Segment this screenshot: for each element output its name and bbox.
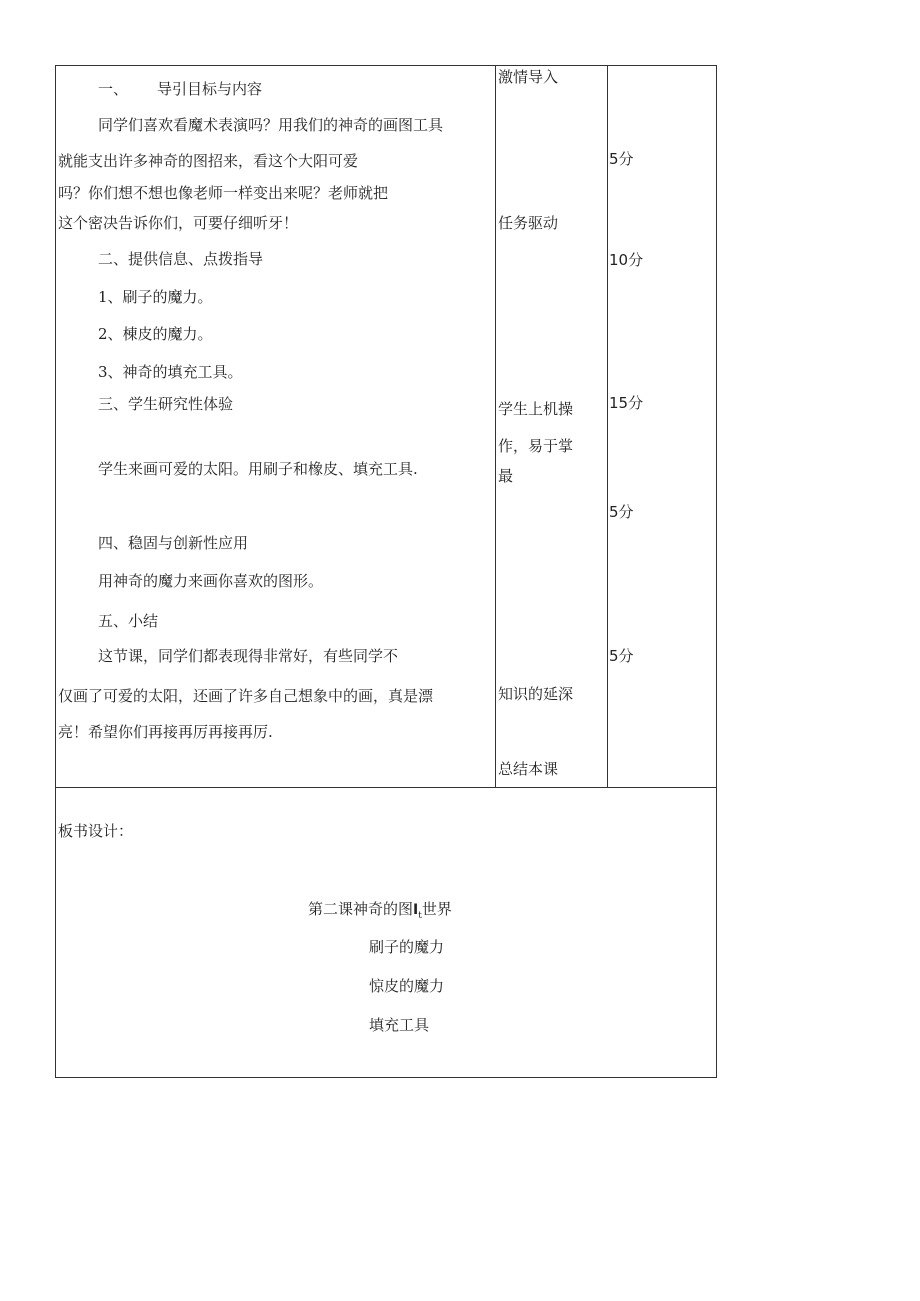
tool-item-1: 1、刷子的魔力。: [98, 288, 213, 306]
section-1-number: 一、: [98, 80, 129, 98]
time-4: 5分: [609, 503, 634, 521]
table-left-border: [55, 65, 56, 1078]
application-text: 用神奇的魔力来画你喜欢的图形。: [98, 572, 324, 590]
board-label: 板书设计：: [58, 822, 134, 840]
board-item-1: 刷子的魔力: [369, 938, 445, 956]
table-top-border: [55, 65, 717, 66]
table-right-border: [716, 65, 717, 1078]
intro-line-1: 同学们喜欢看魔术表演吗？用我们的神奇的画图工具: [98, 116, 444, 134]
section-2-heading: 二、提供信息、点拨指导: [98, 250, 264, 268]
table-bottom-border: [55, 1077, 717, 1078]
board-title: [308, 900, 452, 925]
method-passion-intro: 激情导入: [498, 68, 559, 86]
column-divider-times: [607, 65, 608, 788]
board-title-part-b: 世界: [421, 900, 452, 918]
method-hands-on-3: 最: [498, 467, 514, 485]
tool-item-3: 3、神奇的填充工具。: [98, 363, 243, 381]
row-divider: [55, 787, 717, 788]
summary-line-2: 仅画了可爱的太阳，还画了许多自己想象中的画，真是漂: [58, 687, 434, 705]
board-title-part-a: 第二课神奇的图: [308, 900, 414, 918]
method-extension: 知识的延深: [498, 685, 574, 703]
intro-line-3: 吗？你们想不想也像老师一样变出来呢？老师就把: [58, 184, 389, 202]
section-5-heading: 五、小结: [98, 612, 159, 630]
time-3: 15分: [609, 394, 644, 412]
section-4-heading: 四、稳固与创新性应用: [98, 534, 249, 552]
method-summary: 总结本课: [498, 760, 559, 778]
column-divider-methods: [495, 65, 496, 788]
summary-line-1: 这节课，同学们都表现得非常好，有些同学不: [98, 647, 399, 665]
time-2: 10分: [609, 251, 644, 269]
time-1: 5分: [609, 150, 634, 168]
intro-line-2: 就能支出许多神奇的图招来，看这个大阳可爱: [58, 152, 359, 170]
board-title-sub: t: [418, 911, 422, 921]
board-title-glyph: I: [413, 902, 419, 918]
tool-item-2: 2、棟皮的魔力。: [98, 325, 213, 343]
summary-line-3: 亮！希望你们再接再厉再接再厉.: [58, 723, 273, 741]
method-hands-on-1: 学生上机操: [498, 400, 574, 418]
section-3-heading: 三、学生研究性体验: [98, 395, 234, 413]
section-1-heading: 导引目标与内容: [157, 80, 263, 98]
method-hands-on-2: 作，易于掌: [498, 437, 574, 455]
board-item-2: 惊皮的魔力: [369, 977, 445, 995]
method-task-driven: 任务驱动: [498, 214, 559, 232]
board-item-3: 填充工具: [369, 1016, 430, 1034]
experience-text: 学生来画可爱的太阳。用刷子和橡皮、填充工具.: [98, 460, 418, 478]
time-5: 5分: [609, 647, 634, 665]
intro-line-4: 这个密决告诉你们，可要仔细听牙！: [58, 214, 299, 232]
